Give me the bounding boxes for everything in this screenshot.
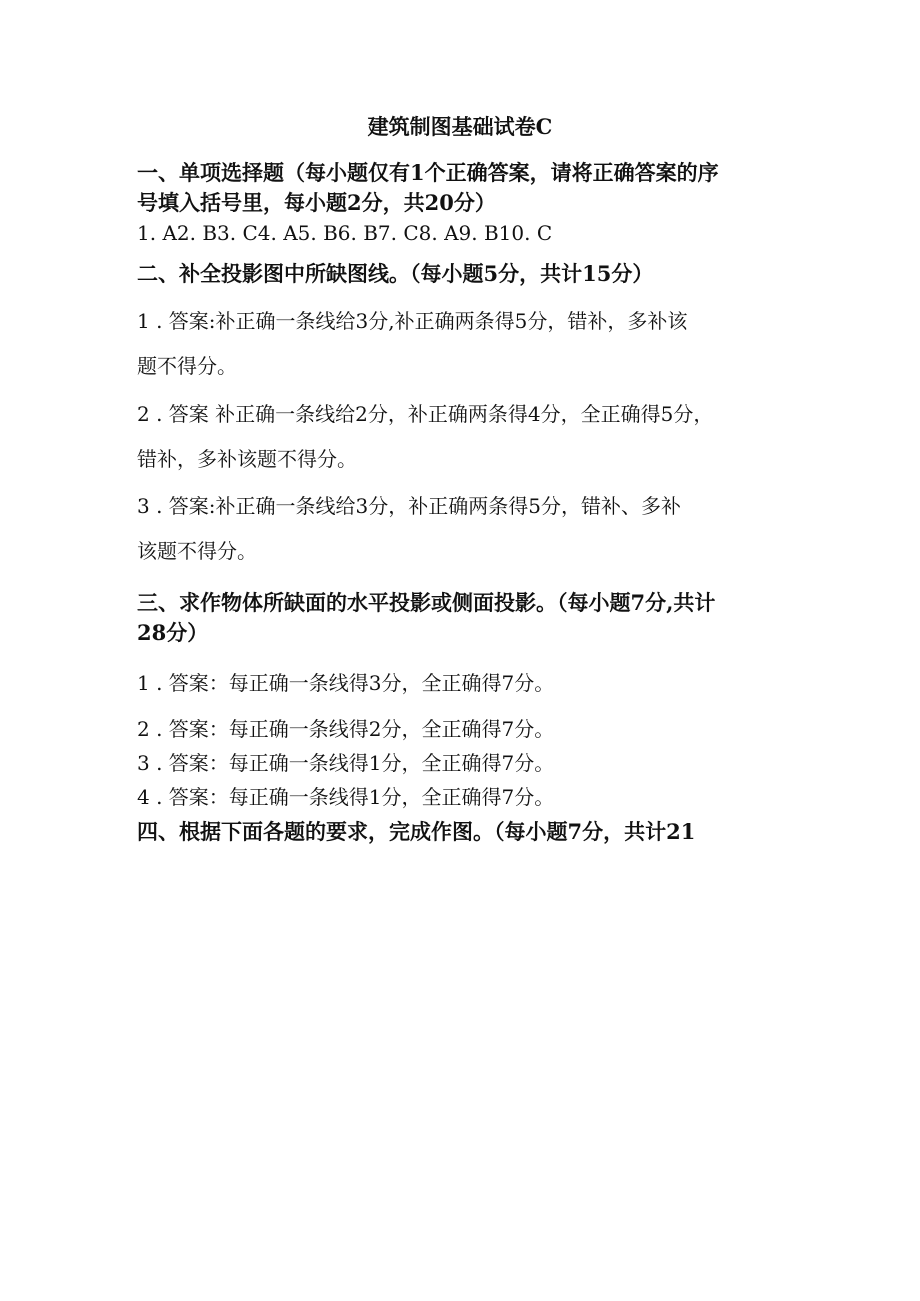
section4-heading: 四、根据下面各题的要求，完成作图。（每小题7分，共计21	[137, 819, 696, 844]
section2-item1-line2: 题不得分。	[137, 354, 237, 378]
section1-heading-line2: 号填入括号里，每小题2分，共20分）	[137, 190, 496, 215]
section2-item1-line1: 1 . 答案:补正确一条线给3分,补正确两条得5分，错补，多补该	[137, 309, 688, 333]
section1-answers: 1. A2. B3. C4. A5. B6. B7. C8. A9. B10. C	[137, 221, 553, 245]
section1-heading-line1: 一、单项选择题（每小题仅有1个正确答案，请将正确答案的序	[137, 160, 719, 185]
section3-item3: 3 . 答案：每正确一条线得1分，全正确得7分。	[137, 751, 555, 775]
section2-item3-line1: 3 . 答案:补正确一条线给3分，补正确两条得5分，错补、多补	[137, 494, 681, 518]
section2-item2-line1: 2 . 答案 补正确一条线给2分，补正确两条得4分，全正确得5分，	[137, 402, 714, 426]
document-title: 建筑制图基础试卷C	[367, 114, 553, 139]
section2-item3-line2: 该题不得分。	[137, 539, 257, 563]
section2-item2-line2: 错补，多补该题不得分。	[137, 447, 357, 471]
section3-item2: 2 . 答案：每正确一条线得2分，全正确得7分。	[137, 717, 555, 741]
section3-item4: 4 . 答案：每正确一条线得1分，全正确得7分。	[137, 785, 555, 809]
section3-item1: 1 . 答案：每正确一条线得3分，全正确得7分。	[137, 671, 555, 695]
section2-heading: 二、补全投影图中所缺图线。（每小题5分，共计15分）	[137, 261, 654, 286]
section3-heading-line1: 三、求作物体所缺面的水平投影或侧面投影。（每小题7分,共计	[137, 590, 716, 615]
section3-heading-line2: 28分）	[137, 620, 209, 645]
